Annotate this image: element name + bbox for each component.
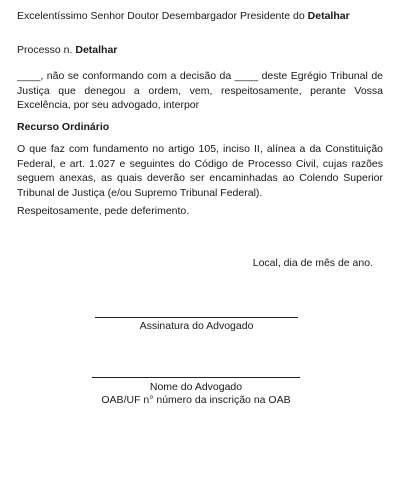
process-placeholder: Detalhar	[75, 44, 118, 56]
appeal-title: Recurso Ordinário	[17, 121, 110, 133]
intro-paragraph: ____, não se conformando com a decisão da ____ deste Egrégio Tribunal de Justiça que denegou a ordem, vem, respeitosamente, perante Vossa Excelência, por seu advogado, interpor	[17, 70, 383, 111]
salutation-line	[17, 10, 350, 23]
closing-text: Respeitosamente, pede deferimento.	[17, 205, 190, 217]
body-paragraph: O que faz com fundamento no artigo 105, inciso II, alínea a da Constituição Federal, e art. 1.027 e seguintes do Código de Processo Civil, cujas razões seguem anexas, as quais deverão ser encaminhadas ao Colendo Superior Tribunal de Justiça (e/ou Supremo Tribunal Federal).	[17, 143, 383, 199]
salutation-placeholder: Detalhar	[307, 10, 350, 22]
signature-line	[95, 317, 298, 318]
name-line	[92, 377, 300, 378]
process-number-line	[17, 44, 117, 57]
place-date: Local, dia de mês de ano.	[252, 257, 373, 269]
signature-label: Assinatura do Advogado	[139, 320, 254, 332]
salutation-text: Excelentíssimo Senhor Doutor Desembargador Presidente do	[17, 10, 305, 22]
oab-number: OAB/UF n° número da inscrição na OAB	[101, 394, 291, 406]
process-label: Processo n.	[17, 44, 73, 56]
lawyer-name: Nome do Advogado	[149, 381, 243, 393]
